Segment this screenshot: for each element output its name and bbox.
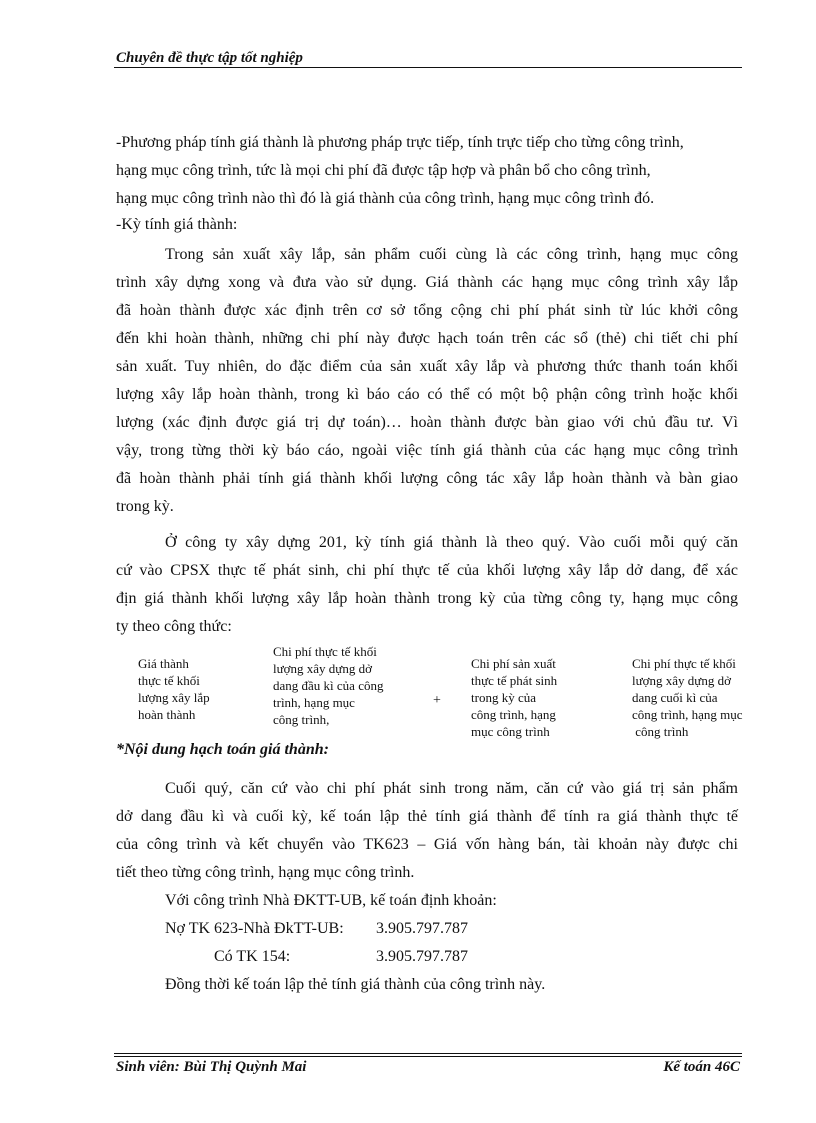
period-paragraph-line: sản xuất. Tuy nhiên, do đặc điểm của sản xuất xây lắp và phương thức thanh toán khối xyxy=(116,358,738,375)
formula-term-line: mục công trình xyxy=(471,724,550,739)
period-paragraph-line: Trong sản xuất xây lắp, sản phẩm cuối cùng là các công trình, hạng mục công xyxy=(165,246,738,263)
formula-term-line: dang cuối kì của xyxy=(632,690,718,705)
period-paragraph-line: đã hoàn thành được xác định trên cơ sở tổng cộng chi phí phát sinh từ lúc khởi công xyxy=(116,302,738,319)
closing-line: Đồng thời kế toán lập thẻ tính giá thành của công trình này. xyxy=(165,976,546,993)
content-paragraph-line: của công trình và kết chuyển vào TK623 – Giá vốn hàng bán, tài khoản này được chi xyxy=(116,836,738,853)
period-paragraph-line: trình xây dựng xong và đưa vào sử dụng. Giá thành các hạng mục công trình xây lắp xyxy=(116,274,738,291)
formula-term-line: lượng xây dựng dở xyxy=(632,673,731,688)
formula-term-line: công trình, hạng mục xyxy=(632,707,743,722)
period-paragraph-line: lượng xây lắp hoàn thành, trong kì báo cáo có thể có một bộ phận công trình hoặc khối xyxy=(116,386,738,403)
formula-term-line: dang đầu kì của công xyxy=(273,678,384,693)
formula-term-line: công trình xyxy=(632,724,689,739)
formula-term-incurred xyxy=(471,655,557,740)
credit-amount: 3.905.797.787 xyxy=(376,948,468,965)
formula-term-line: Chi phí sản xuất xyxy=(471,656,556,671)
entry-intro: Với công trình Nhà ĐKTT-UB, kế toán định khoản: xyxy=(165,892,497,909)
period-heading: -Kỳ tính giá thành: xyxy=(116,216,238,233)
formula-term-line: trình, hạng mục xyxy=(273,695,355,710)
content-paragraph-line: Cuối quý, căn cứ vào chi phí phát sinh trong năm, căn cứ vào giá trị sản phẩm xyxy=(165,780,738,797)
company-paragraph-line: địn giá thành khối lượng xây lắp hoàn thành trong kỳ của từng công ty, hạng mục công xyxy=(116,590,738,607)
period-paragraph-line: đến khi hoàn thành, những chi phí này được hạch toán trên các sổ (thẻ) chi tiết chi phí xyxy=(116,330,738,347)
period-paragraph-last: trong kỳ. xyxy=(116,498,174,515)
credit-label: Có TK 154: xyxy=(214,948,291,965)
formula-term-closing-wip xyxy=(632,655,742,740)
formula-term-line: Chi phí thực tế khối xyxy=(632,656,736,671)
formula-term-line: thực tế phát sinh xyxy=(471,673,558,688)
section-heading: *Nội dung hạch toán giá thành: xyxy=(116,741,329,758)
formula-term-cost xyxy=(138,655,210,723)
method-line-2: hạng mục công trình, tức là mọi chi phí đã được tập hợp và phân bổ cho công trình, xyxy=(116,162,651,179)
formula-term-line: Giá thành xyxy=(138,656,189,671)
method-line-1: -Phương pháp tính giá thành là phương pháp trực tiếp, tính trực tiếp cho từng công trình, xyxy=(116,134,684,151)
company-paragraph-line: cứ vào CPSX thực tế phát sinh, chi phí thực tế của khối lượng xây lắp dở dang, để xác xyxy=(116,562,738,579)
header-divider xyxy=(114,67,742,68)
period-paragraph-line: đã hoàn thành phải tính giá thành khối lượng công tác xây lắp hoàn thành và bàn giao xyxy=(116,470,738,487)
content-paragraph-line: dở dang đầu kì và cuối kỳ, kế toán lập thẻ tính giá thành để tính ra giá thành thực tế xyxy=(116,808,738,825)
footer-student-name: Sinh viên: Bùi Thị Quỳnh Mai xyxy=(116,1059,307,1075)
formula-plus-sign: + xyxy=(433,693,441,708)
formula-term-line: lượng xây dựng dở xyxy=(273,661,372,676)
formula-term-line: công trình, hạng xyxy=(471,707,556,722)
debit-amount: 3.905.797.787 xyxy=(376,920,468,937)
period-paragraph-line: vậy, trong từng thời kỳ báo cáo, ngoài việc tính giá thành của các hạng mục công trình xyxy=(116,442,738,459)
company-paragraph-last: ty theo công thức: xyxy=(116,618,232,635)
content-paragraph-last: tiết theo từng công trình, hạng mục công trình. xyxy=(116,864,415,881)
header-title: Chuyên đề thực tập tốt nghiệp xyxy=(116,50,303,66)
company-paragraph-line: Ở công ty xây dựng 201, kỳ tính giá thành là theo quý. Vào cuối mỗi quý căn xyxy=(165,534,738,551)
formula-term-line: công trình, xyxy=(273,712,330,727)
footer-class: Kế toán 46C xyxy=(663,1059,740,1075)
formula-term-line: lượng xây lắp xyxy=(138,690,210,705)
formula-term-line: trong kỳ của xyxy=(471,690,536,705)
formula-term-line: Chi phí thực tế khối xyxy=(273,644,377,659)
formula-term-line: thực tế khối xyxy=(138,673,200,688)
debit-label: Nợ TK 623-Nhà ĐkTT-UB: xyxy=(165,920,344,937)
footer-divider xyxy=(114,1053,742,1054)
method-line-3: hạng mục công trình nào thì đó là giá thành của công trình, hạng mục công trình đó. xyxy=(116,190,655,207)
footer-divider-thin xyxy=(114,1056,742,1057)
period-paragraph-line: lượng (xác định được giá trị dự toán)… hoàn thành được bàn giao với chủ đầu tư. Vì xyxy=(116,414,738,431)
formula-term-opening-wip xyxy=(273,643,383,728)
formula-term-line: hoàn thành xyxy=(138,707,196,722)
